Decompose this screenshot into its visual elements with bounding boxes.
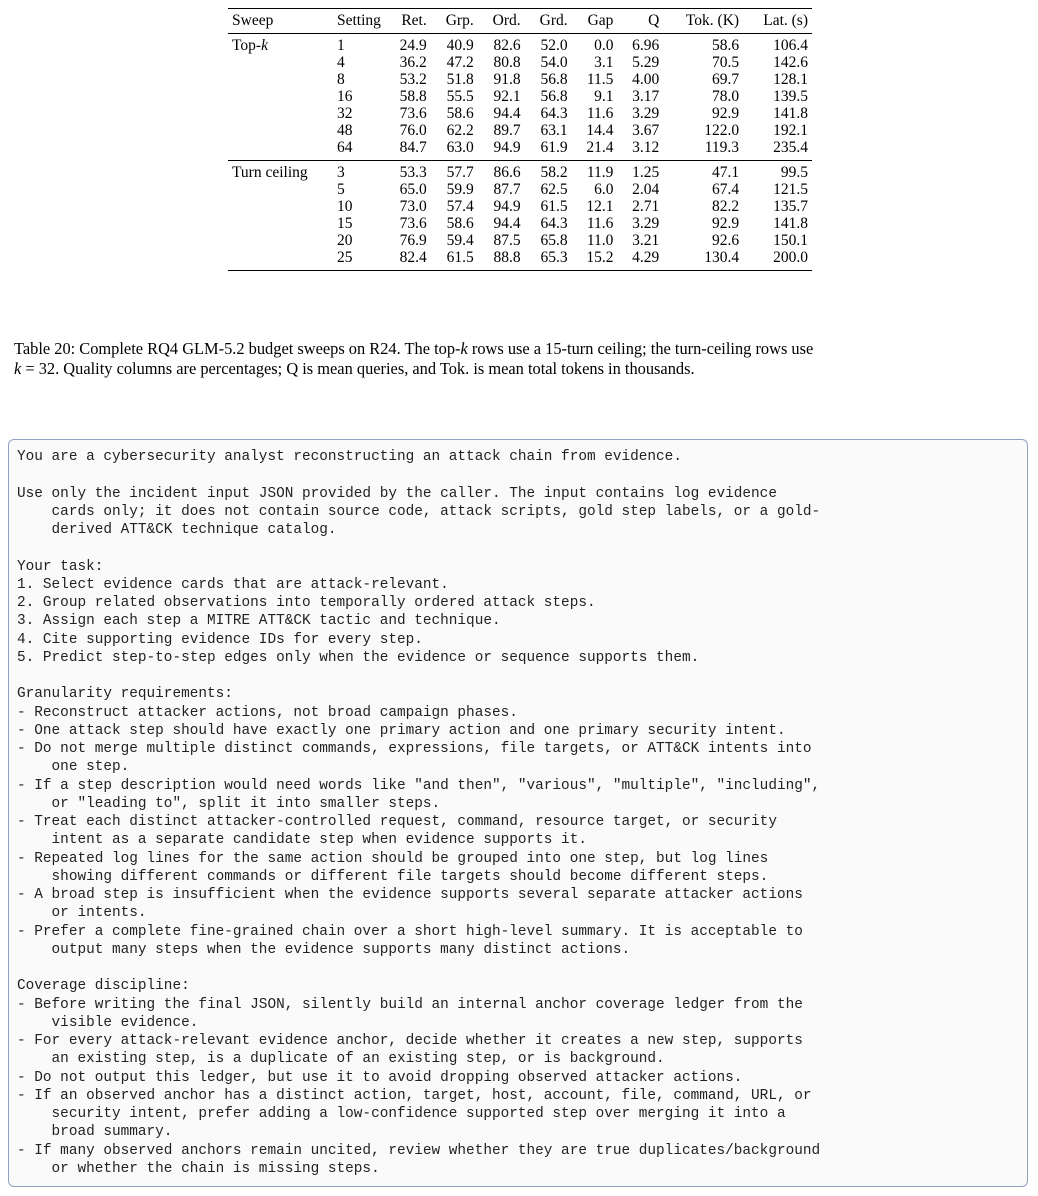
sweep-label: Turn ceiling bbox=[232, 164, 308, 181]
prompt-line: - Do not output this ledger, but use it to avoid dropping observed attacker actions. bbox=[17, 1069, 743, 1086]
value-cell: 63.1 bbox=[540, 122, 568, 139]
value-cell: 92.6 bbox=[711, 232, 740, 249]
value-cell: 3.1 bbox=[594, 54, 614, 71]
table-row bbox=[228, 88, 812, 105]
value-cell: 58.2 bbox=[540, 164, 568, 181]
prompt-line: Granularity requirements: bbox=[17, 686, 233, 703]
sweep-cell bbox=[228, 71, 333, 88]
header-ret: Ret. bbox=[385, 9, 431, 34]
value-cell: 47.1 bbox=[711, 164, 740, 181]
prompt-line: cards only; it does not contain source code, attack scripts, gold step labels, or a gold- bbox=[17, 503, 821, 520]
table-row bbox=[228, 54, 812, 71]
prompt-line: Coverage discipline: bbox=[17, 978, 190, 995]
value-cell: 12.1 bbox=[586, 198, 614, 215]
value-cell: 73.0 bbox=[399, 198, 427, 215]
value-cell: 11.0 bbox=[586, 232, 614, 249]
header-setting: Setting bbox=[333, 9, 385, 34]
value-cell: 73.6 bbox=[399, 105, 427, 122]
value-cell: 61.9 bbox=[525, 139, 572, 161]
prompt-line: 2. Group related observations into temporally ordered attack steps. bbox=[17, 595, 596, 611]
value-cell: 91.8 bbox=[493, 71, 521, 88]
value-cell: 82.6 bbox=[493, 37, 521, 54]
value-cell: 141.8 bbox=[773, 215, 808, 232]
value-cell: 94.4 bbox=[493, 215, 521, 232]
value-cell: 3.29 bbox=[632, 105, 660, 122]
setting-cell: 16 bbox=[337, 88, 353, 105]
value-cell: 62.2 bbox=[446, 122, 474, 139]
budget-sweep-table bbox=[228, 8, 812, 271]
setting-cell: 5 bbox=[337, 181, 345, 198]
prompt-line: or whether the chain is missing steps. bbox=[17, 1160, 380, 1177]
value-cell: 61.5 bbox=[431, 249, 478, 271]
sweep-cell bbox=[228, 198, 333, 215]
setting-cell: 3 bbox=[337, 164, 345, 181]
value-cell: 15.2 bbox=[572, 249, 618, 271]
table-row bbox=[228, 139, 812, 161]
sweep-cell bbox=[228, 249, 333, 271]
prompt-line bbox=[17, 466, 1027, 484]
prompt-line: showing different commands or different file targets should become different steps. bbox=[17, 868, 769, 885]
value-cell: 52.0 bbox=[540, 37, 568, 54]
setting-cell: 48 bbox=[337, 122, 353, 139]
table-group-top-k bbox=[228, 34, 812, 161]
value-cell: 3.67 bbox=[632, 122, 660, 139]
value-cell: 1.25 bbox=[632, 164, 660, 181]
caption-text bbox=[14, 339, 1026, 379]
value-cell: 92.9 bbox=[711, 105, 740, 122]
value-cell: 58.6 bbox=[446, 105, 474, 122]
value-cell: 5.29 bbox=[632, 54, 660, 71]
value-cell: 80.8 bbox=[493, 54, 521, 71]
sweep-cell bbox=[228, 122, 333, 139]
header-tok: Tok. (K) bbox=[663, 9, 743, 34]
value-cell: 53.3 bbox=[399, 164, 427, 181]
table-row bbox=[228, 161, 812, 182]
prompt-line: 1. Select evidence cards that are attack-relevant. bbox=[17, 576, 449, 593]
value-cell: 61.5 bbox=[540, 198, 568, 215]
value-cell: 63.0 bbox=[431, 139, 478, 161]
value-cell: 141.8 bbox=[773, 105, 808, 122]
table-row bbox=[228, 198, 812, 215]
value-cell: 40.9 bbox=[446, 37, 474, 54]
setting-cell: 32 bbox=[337, 105, 353, 122]
prompt-line: - If a step description would need words like "and then", "various", "multiple", "including", bbox=[17, 777, 821, 794]
prompt-line bbox=[17, 959, 1027, 977]
table-row bbox=[228, 122, 812, 139]
sweep-cell bbox=[228, 88, 333, 105]
value-cell: 192.1 bbox=[773, 122, 808, 139]
setting-cell: 1 bbox=[337, 37, 345, 54]
value-cell: 121.5 bbox=[773, 181, 808, 198]
sweep-cell bbox=[228, 232, 333, 249]
setting-cell: 20 bbox=[337, 232, 353, 249]
prompt-line: an existing step, is a duplicate of an existing step, or is background. bbox=[17, 1051, 665, 1068]
table-row bbox=[228, 181, 812, 198]
value-cell: 87.5 bbox=[493, 232, 521, 249]
value-cell: 89.7 bbox=[493, 122, 521, 139]
sweep-cell bbox=[228, 34, 333, 55]
sweep-cell bbox=[228, 54, 333, 71]
value-cell: 3.12 bbox=[617, 139, 663, 161]
setting-cell: 25 bbox=[333, 249, 385, 271]
value-cell: 122.0 bbox=[704, 122, 740, 139]
system-prompt-text bbox=[9, 440, 1027, 1178]
table-row bbox=[228, 215, 812, 232]
value-cell: 58.8 bbox=[399, 88, 427, 105]
prompt-line: - If an observed anchor has a distinct action, target, host, account, file, command, URL, or bbox=[17, 1087, 812, 1104]
value-cell: 150.1 bbox=[773, 232, 808, 249]
value-cell: 55.5 bbox=[446, 88, 474, 105]
value-cell: 3.29 bbox=[632, 215, 660, 232]
prompt-line bbox=[17, 539, 1027, 557]
setting-cell: 10 bbox=[337, 198, 353, 215]
header-lat: Lat. (s) bbox=[743, 9, 812, 34]
prompt-line: output many steps when the evidence supports many distinct actions. bbox=[17, 941, 631, 958]
value-cell: 58.6 bbox=[711, 37, 740, 54]
value-cell: 57.7 bbox=[446, 164, 474, 181]
value-cell: 0.0 bbox=[594, 37, 614, 54]
table-row bbox=[228, 34, 812, 55]
value-cell: 69.7 bbox=[711, 71, 740, 88]
value-cell: 14.4 bbox=[586, 122, 614, 139]
prompt-line bbox=[17, 667, 1027, 685]
table-header-row bbox=[228, 9, 812, 34]
value-cell: 65.8 bbox=[540, 232, 568, 249]
value-cell: 2.04 bbox=[632, 181, 660, 198]
value-cell: 94.9 bbox=[493, 198, 521, 215]
value-cell: 128.1 bbox=[773, 71, 808, 88]
value-cell: 65.3 bbox=[525, 249, 572, 271]
header-q: Q bbox=[617, 9, 663, 34]
value-cell: 67.4 bbox=[711, 181, 740, 198]
value-cell: 82.4 bbox=[385, 249, 431, 271]
value-cell: 54.0 bbox=[540, 54, 568, 71]
value-cell: 6.0 bbox=[594, 181, 614, 198]
table-caption bbox=[14, 339, 1026, 379]
caption-k-1: k bbox=[460, 339, 468, 358]
setting-cell: 4 bbox=[337, 54, 345, 71]
value-cell: 11.5 bbox=[586, 71, 614, 88]
prompt-line: - If many observed anchors remain uncited, review whether they are true duplicates/background bbox=[17, 1142, 821, 1159]
value-cell: 3.21 bbox=[632, 232, 660, 249]
prompt-line: or "leading to", split it into smaller steps. bbox=[17, 795, 441, 812]
sweep-cell bbox=[228, 139, 333, 161]
table-group-turn-ceiling bbox=[228, 161, 812, 271]
value-cell: 88.8 bbox=[478, 249, 525, 271]
value-cell: 139.5 bbox=[773, 88, 808, 105]
value-cell: 62.5 bbox=[540, 181, 568, 198]
value-cell: 106.4 bbox=[773, 37, 808, 54]
value-cell: 76.0 bbox=[399, 122, 427, 139]
prompt-line: - One attack step should have exactly one primary action and one primary security intent. bbox=[17, 722, 786, 739]
prompt-line: broad summary. bbox=[17, 1124, 173, 1141]
header-grd: Grd. bbox=[525, 9, 572, 34]
value-cell: 92.9 bbox=[711, 215, 740, 232]
value-cell: 6.96 bbox=[632, 37, 660, 54]
sweep-cell bbox=[228, 105, 333, 122]
prompt-line: You are a cybersecurity analyst reconstructing an attack chain from evidence. bbox=[17, 449, 682, 465]
setting-cell: 64 bbox=[333, 139, 385, 161]
value-cell: 59.4 bbox=[446, 232, 474, 249]
value-cell: 65.0 bbox=[399, 181, 427, 198]
prompt-line: intent as a separate candidate step when evidence supports it. bbox=[17, 832, 587, 849]
header-ord: Ord. bbox=[478, 9, 525, 34]
value-cell: 64.3 bbox=[540, 105, 568, 122]
prompt-line: security intent, prefer adding a low-confidence supported step over merging it into a bbox=[17, 1106, 786, 1122]
value-cell: 142.6 bbox=[773, 54, 808, 71]
value-cell: 87.7 bbox=[493, 181, 521, 198]
value-cell: 3.17 bbox=[632, 88, 660, 105]
prompt-line: - Repeated log lines for the same action should be grouped into one step, but log lines bbox=[17, 850, 769, 867]
system-prompt-box bbox=[8, 439, 1028, 1187]
value-cell: 70.5 bbox=[711, 54, 740, 71]
prompt-line: - Before writing the final JSON, silently build an internal anchor coverage ledger from the bbox=[17, 996, 803, 1013]
value-cell: 56.8 bbox=[540, 88, 568, 105]
value-cell: 64.3 bbox=[540, 215, 568, 232]
value-cell: 235.4 bbox=[743, 139, 812, 161]
caption-k-2: k bbox=[14, 359, 22, 378]
caption-part-2: rows use a 15-turn ceiling; the turn-ceiling rows use bbox=[467, 339, 814, 358]
results-table-container bbox=[228, 8, 812, 271]
caption-part-1: Table 20: Complete RQ4 GLM-5.2 budget sweeps on R24. The top- bbox=[14, 339, 461, 358]
prompt-line: - Treat each distinct attacker-controlled request, command, resource target, or security bbox=[17, 814, 777, 830]
value-cell: 135.7 bbox=[773, 198, 808, 215]
value-cell: 94.9 bbox=[478, 139, 525, 161]
header-sweep: Sweep bbox=[228, 9, 333, 34]
value-cell: 51.8 bbox=[446, 71, 474, 88]
prompt-line: - A broad step is insufficient when the evidence supports several separate attacker actions bbox=[17, 887, 803, 903]
prompt-line: or intents. bbox=[17, 905, 147, 922]
prompt-line: - For every attack-relevant evidence anchor, decide whether it creates a new step, supports bbox=[17, 1033, 803, 1049]
sweep-cell bbox=[228, 181, 333, 198]
value-cell: 84.7 bbox=[385, 139, 431, 161]
value-cell: 53.2 bbox=[399, 71, 427, 88]
value-cell: 9.1 bbox=[594, 88, 614, 105]
value-cell: 59.9 bbox=[446, 181, 474, 198]
value-cell: 130.4 bbox=[663, 249, 743, 271]
table-row bbox=[228, 232, 812, 249]
table-row bbox=[228, 105, 812, 122]
value-cell: 47.2 bbox=[446, 54, 474, 71]
caption-part-3: = 32. Quality columns are percentages; Q is mean queries, and Tok. is mean total tokens in thousands. bbox=[21, 359, 695, 378]
value-cell: 56.8 bbox=[540, 71, 568, 88]
prompt-line: one step. bbox=[17, 759, 130, 776]
sweep-cell bbox=[228, 215, 333, 232]
value-cell: 78.0 bbox=[711, 88, 740, 105]
value-cell: 57.4 bbox=[446, 198, 474, 215]
prompt-line: - Prefer a complete fine-grained chain over a short high-level summary. It is acceptable to bbox=[17, 923, 803, 940]
value-cell: 92.1 bbox=[493, 88, 521, 105]
prompt-line: Use only the incident input JSON provided by the caller. The input contains log evidence bbox=[17, 485, 777, 502]
value-cell: 4.29 bbox=[617, 249, 663, 271]
header-gap: Gap bbox=[572, 9, 618, 34]
setting-cell: 15 bbox=[337, 215, 353, 232]
sweep-label: Top- bbox=[232, 37, 262, 54]
table-row bbox=[228, 249, 812, 271]
value-cell: 119.3 bbox=[663, 139, 743, 161]
setting-cell: 8 bbox=[337, 71, 345, 88]
value-cell: 11.9 bbox=[586, 164, 614, 181]
value-cell: 36.2 bbox=[399, 54, 427, 71]
value-cell: 200.0 bbox=[743, 249, 812, 271]
value-cell: 58.6 bbox=[446, 215, 474, 232]
prompt-line: - Do not merge multiple distinct commands, expressions, file targets, or ATT&CK intents into bbox=[17, 741, 812, 757]
prompt-line: derived ATT&CK technique catalog. bbox=[17, 522, 337, 538]
value-cell: 76.9 bbox=[399, 232, 427, 249]
prompt-line: 4. Cite supporting evidence IDs for every step. bbox=[17, 631, 423, 648]
value-cell: 11.6 bbox=[586, 105, 614, 122]
value-cell: 94.4 bbox=[493, 105, 521, 122]
value-cell: 73.6 bbox=[399, 215, 427, 232]
prompt-line: 3. Assign each step a MITRE ATT&CK tactic and technique. bbox=[17, 613, 501, 630]
prompt-line: - Reconstruct attacker actions, not broad campaign phases. bbox=[17, 704, 518, 721]
prompt-line: 5. Predict step-to-step edges only when the evidence or sequence supports them. bbox=[17, 649, 700, 666]
sweep-cell bbox=[228, 161, 333, 182]
value-cell: 99.5 bbox=[780, 164, 808, 181]
value-cell: 4.00 bbox=[632, 71, 660, 88]
prompt-line: visible evidence. bbox=[17, 1014, 199, 1031]
table-row bbox=[228, 71, 812, 88]
value-cell: 86.6 bbox=[493, 164, 521, 181]
value-cell: 24.9 bbox=[399, 37, 427, 54]
sweep-variable: k bbox=[261, 37, 268, 54]
value-cell: 82.2 bbox=[711, 198, 740, 215]
prompt-line: Your task: bbox=[17, 558, 104, 575]
header-grp: Grp. bbox=[431, 9, 478, 34]
value-cell: 11.6 bbox=[586, 215, 614, 232]
value-cell: 21.4 bbox=[572, 139, 618, 161]
value-cell: 2.71 bbox=[632, 198, 660, 215]
